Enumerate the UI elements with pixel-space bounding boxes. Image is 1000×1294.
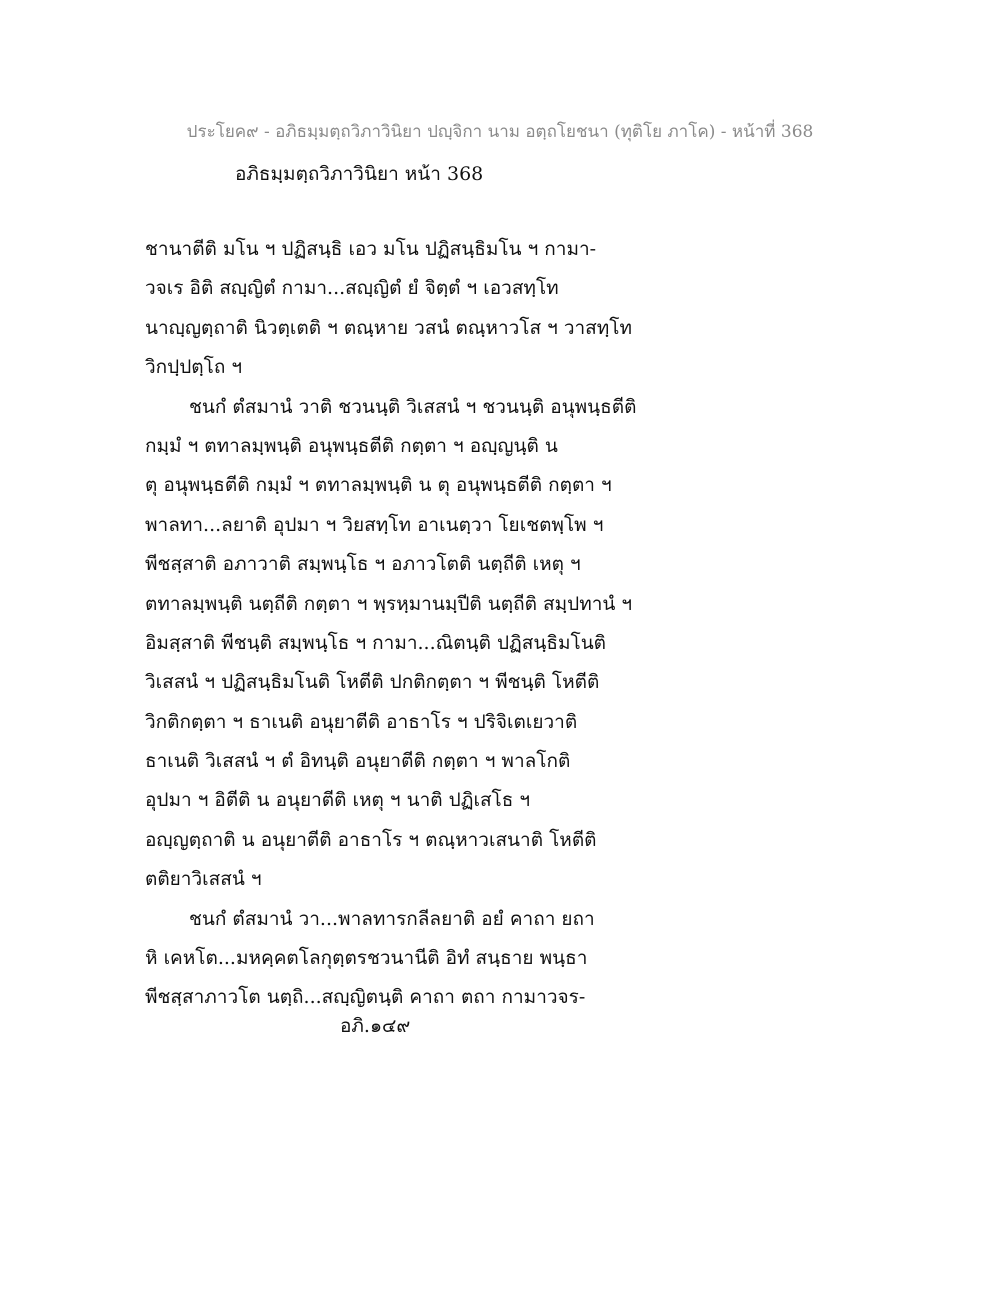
body-line: วิกติกตฺตา ฯ ธาเนติ อนุยาตีติ อาธาโร ฯ ปริจิเตเยวาติ bbox=[145, 710, 578, 733]
body-line: พีชสฺสาติ อภาวาติ สมฺพนฺโธ ฯ อภาวโตติ นตฺถีติ เหตุ ฯ bbox=[145, 553, 581, 576]
body-line: ชานาตีติ มโน ฯ ปฏิสนฺธิ เอว มโน ปฏิสนฺธิมโน ฯ กามา- bbox=[145, 238, 597, 260]
body-line: อิมสฺสาติ พีชนฺติ สมฺพนฺโธ ฯ กามา...ณิตนฺติ ปฏิสนฺธิมโนติ bbox=[145, 631, 607, 654]
body-line: วิกปฺปตฺโถ ฯ bbox=[145, 356, 243, 379]
body-line: วิเสสนํ ฯ ปฏิสนฺธิมโนติ โหตีติ ปกติกตฺตา ฯ พีชนฺติ โหตีติ bbox=[145, 671, 600, 694]
body-line: วจเร อิติ สญฺญิตํ กามา...สญฺญิตํ ยํ จิตฺตํ ฯ เอวสทฺโท bbox=[145, 277, 559, 300]
page-header: ประโยค๙ - อภิธมฺมตฺถวิภาวินิยา ปญฺจิกา นาม อตฺถโยชนา (ทุติโย ภาโค) - หน้าที่ 368 bbox=[186, 122, 814, 142]
body-line: นาญฺญตฺถาติ นิวตฺเตติ ฯ ตณฺหาย วสนํ ตณฺหาวโส ฯ วาสทฺโท bbox=[145, 316, 633, 339]
body-line: ธาเนติ วิเสสนํ ฯ ตํ อิทนฺติ อนุยาตีติ กตฺตา ฯ พาลโกติ bbox=[145, 750, 571, 773]
paragraph-start-line: ชนกํ ตํสมานํ วาติ ชวนนฺติ วิเสสนํ ฯ ชวนนฺติ อนุพนฺธตีติ bbox=[189, 395, 637, 418]
paragraph-start-line: ชนกํ ตํสมานํ วา...พาลทารกลีลยาติ อยํ คาถา ยถา bbox=[189, 907, 595, 930]
body-line: ตุ อนุพนฺธตีติ กมฺมํ ฯ ตทาลมฺพนฺติ น ตุ อนุพนฺธตีติ กตฺตา ฯ bbox=[145, 474, 612, 497]
body-line: หิ เคหโต...มหคฺคตโลกุตฺตรชวนานีติ อิทํ สนฺธาย พนฺธา bbox=[145, 947, 588, 970]
body-line: พาลทา...ลยาติ อุปมา ฯ วิยสทฺโท อาเนตฺวา โยเชตพฺโพ ฯ bbox=[145, 513, 604, 536]
body-text bbox=[145, 230, 705, 1018]
body-line: อุปมา ฯ อิตีติ น อนุยาตีติ เหตุ ฯ นาติ ปฏิเสโธ ฯ bbox=[145, 789, 531, 812]
body-line: อญฺญตฺถาติ น อนุยาตีติ อาธาโร ฯ ตณฺหาวเสนาติ โหตีติ bbox=[145, 828, 597, 851]
page-footer: อภิ.๑๔๙ bbox=[340, 1015, 411, 1037]
body-line: ตทาลมฺพนฺติ นตฺถีติ กตฺตา ฯ พฺรหฺมานมฺปีติ นตฺถีติ สมฺปทานํ ฯ bbox=[145, 592, 633, 615]
body-line: พีชสฺสาภาวโต นตฺถิ...สญฺญิตนฺติ คาถา ตถา กามาวจร- bbox=[145, 986, 586, 1009]
running-title: อภิธมฺมตฺถวิภาวินิยา หน้า 368 bbox=[235, 163, 484, 185]
body-line: กมฺมํ ฯ ตทาลมฺพนฺติ อนุพนฺธตีติ กตฺตา ฯ อญฺญนฺติ น bbox=[145, 434, 558, 457]
body-line: ตติยาวิเสสนํ ฯ bbox=[145, 868, 262, 891]
